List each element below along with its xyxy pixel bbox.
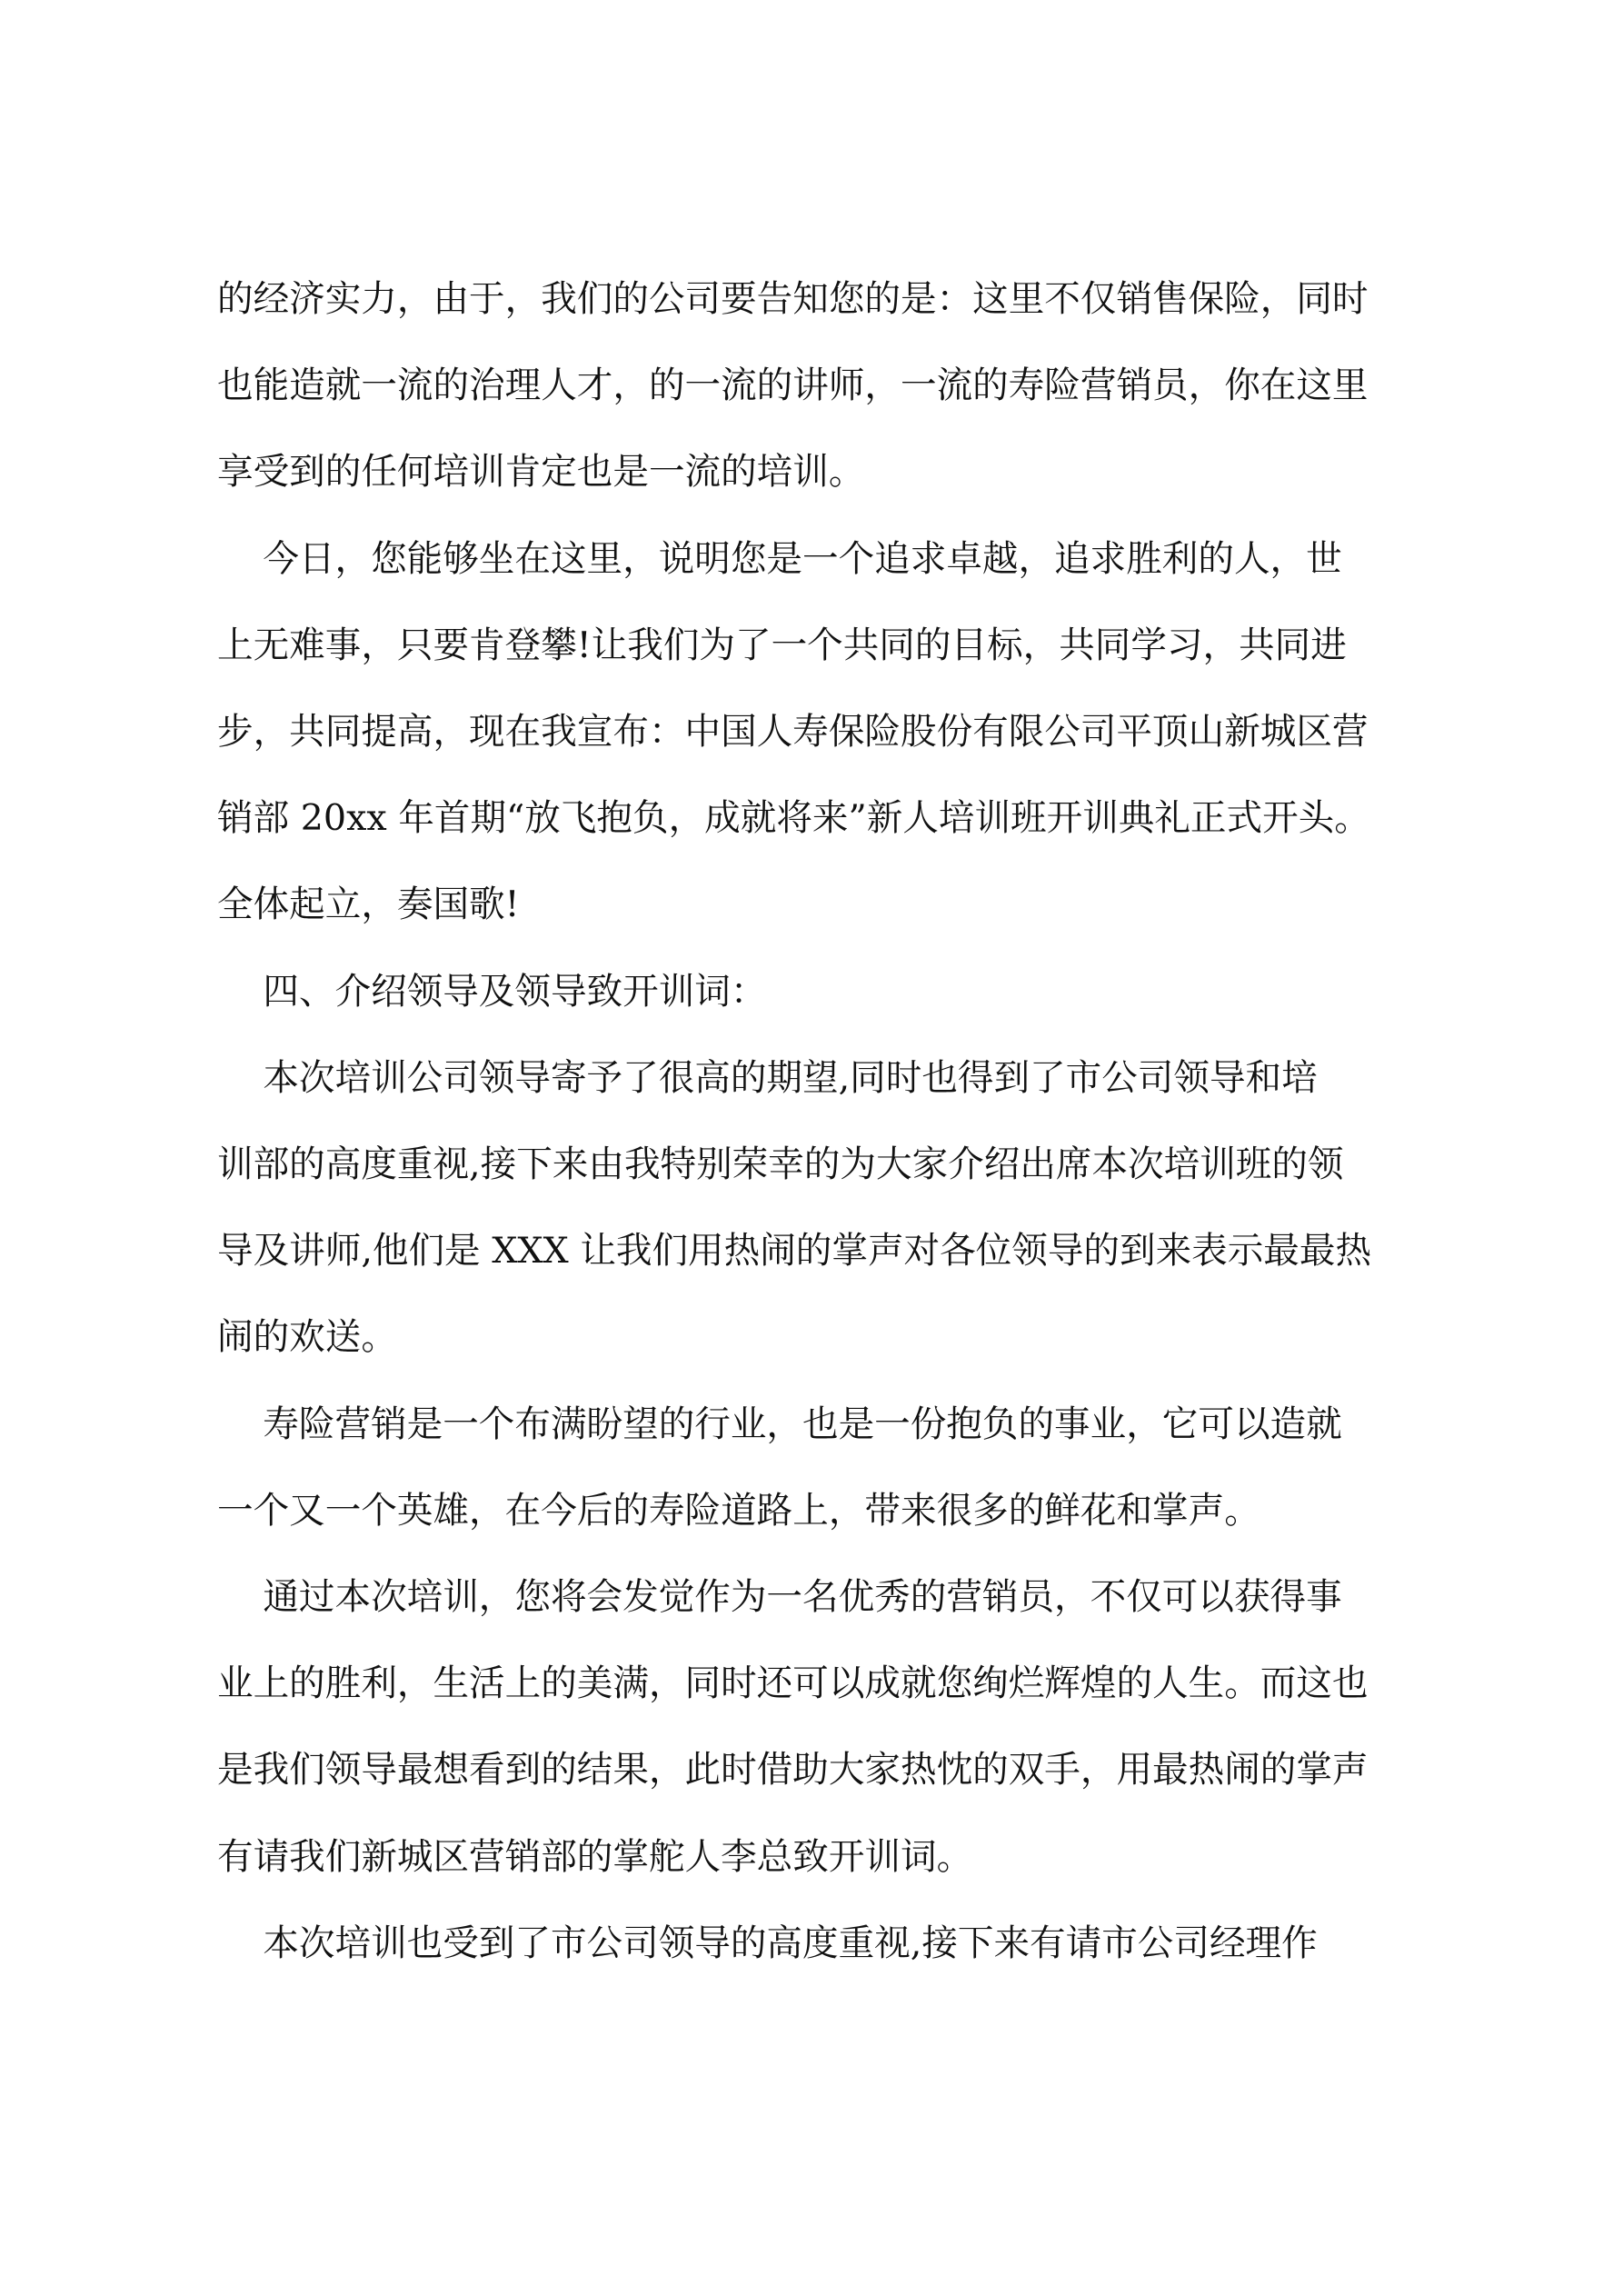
paragraph-1: 的经济实力，由于，我们的公司要告知您的是：这里不仅销售保险，同时 也能造就一流的治理人才，的一流的讲师，一流的寿险营销员，你在这里 享受到的任何培训肯定也是一流的培训。: [217, 278, 1369, 494]
paragraph-6: 通过本次培训，您将会发觉作为一名优秀的营销员，不仅可以获得事 业上的胜利，生活上的美满，同时还可以成就您绚烂辉煌的人生。而这也 是我们领导最想看到的结果，此时借助大家热忱的双手，用最热闹的掌声 有请我们新城区营销部的掌舵人李总致开训词。: [217, 1576, 1369, 1878]
document-body: [217, 256, 1426, 1987]
paragraph-3: 四、介绍领导及领导致开训词：: [217, 970, 767, 1013]
paragraph-4: 本次培训公司领导寄予了很高的期望,同时也得到了市公司领导和培 训部的高度重视,接下来由我特别荣幸的为大家介绍出席本次培训班的领 导及讲师,他们是 XXX 让我们用热闹的掌声对各位领导的到来表示最最热 闹的欢送。: [217, 1056, 1372, 1359]
paragraph-7: 本次培训也受到了市公司领导的高度重视,接下来有请市公司经理作: [217, 1922, 1318, 1964]
paragraph-2: 今日，您能够坐在这里，说明您是一个追求卓越，追求胜利的人，世 上无难事，只要肯登攀!让我们为了一个共同的目标，共同学习，共同进 步，共同提高，现在我宣布：中国人寿保险股份有限公司平顶山新城区营 销部 20xx 年首期“放飞抱负，成就将来”新人培训班开训典礼正式开头。 全体起立，奏国歌!: [217, 537, 1370, 926]
paragraph-5: 寿险营销是一个布满盼望的行业，也是一份抱负的事业，它可以造就 一个又一个英雄，在今后的寿险道路上，带来很多的鲜花和掌声。: [217, 1403, 1342, 1532]
